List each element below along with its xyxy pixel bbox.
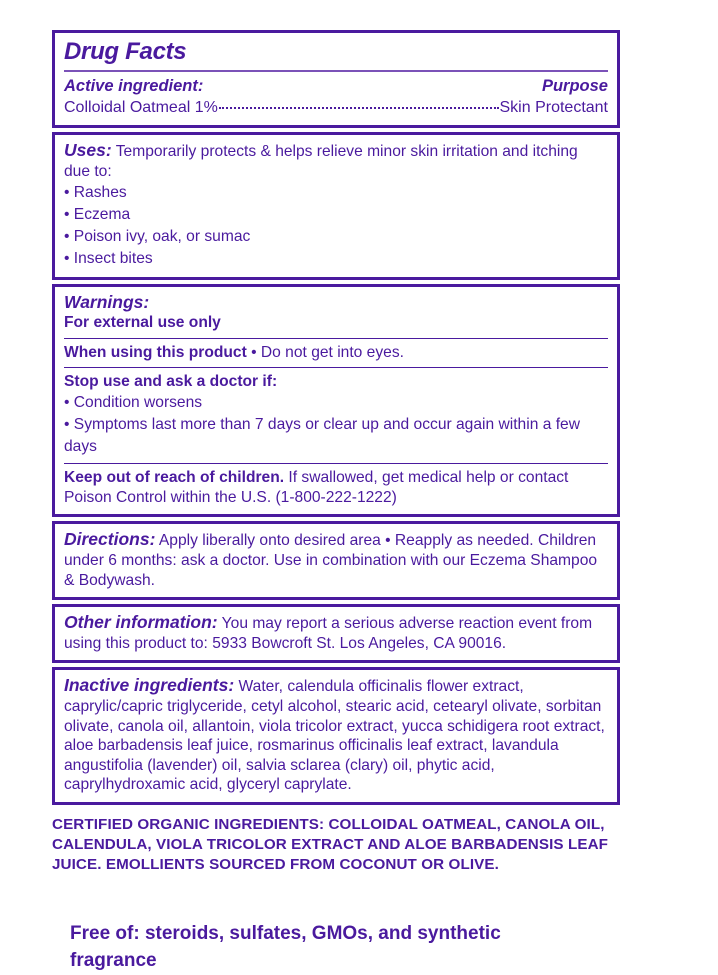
directions-section [52,521,620,600]
directions-text: Apply liberally onto desired area • Reapply as needed. Children under 6 months: ask a doctor. Use in combination with our Eczema Shampoo & Bodywash. [64,532,598,589]
uses-item: • Eczema [64,205,131,223]
external-use-text: For external use only [64,314,221,332]
warnings-divider [64,367,608,368]
warnings-heading: Warnings: [64,292,150,313]
uses-heading: Uses: [64,140,112,161]
other-information-section [52,604,620,663]
other-information-line [64,612,608,653]
uses-item: • Insect bites [64,250,153,268]
uses-item: • Poison ivy, oak, or sumac [64,227,251,245]
stop-use-label: Stop use and ask a doctor if: [64,373,278,391]
header-section [52,30,620,128]
stop-use-item: • Condition worsens [64,393,203,411]
inactive-ingredients-line [64,675,608,794]
when-using-line [64,343,608,362]
active-ingredient-headings [64,76,608,97]
directions-heading: Directions: [64,529,156,550]
active-ingredient-heading: Active ingredient: [64,76,204,95]
directions-line [64,529,608,590]
active-ingredient-row [64,98,608,119]
warnings-divider [64,338,608,339]
inactive-ingredients-heading: Inactive ingredients: [64,675,235,696]
keep-out-line [64,468,608,507]
uses-section [52,132,620,280]
dotted-leader [219,107,499,109]
keep-out-label: Keep out of reach of children. [64,469,285,487]
other-information-text: You may report a serious adverse reaction event from using this product to: 5933 Bowcroft St. Los Angeles, CA 90016. [64,615,593,652]
page-title: Drug Facts [64,38,187,65]
inactive-ingredients-section [52,667,620,804]
uses-text: Temporarily protects & helps relieve minor skin irritation and itching due to: [64,143,578,181]
certified-organic-text: CERTIFIED ORGANIC INGREDIENTS: COLLOIDAL OATMEAL, CANOLA OIL, CALENDULA, VIOLA TRICOLOR EXTRACT AND ALOE BARBADENSIS LEAF JUICE. EMOLLIENTS SOURCED FROM COCONUT OR OLIVE. [52,815,609,874]
uses-line [64,140,608,181]
other-information-heading: Other information: [64,612,218,633]
when-using-label: When using this product [64,343,247,361]
when-using-text: • Do not get into eyes. [251,343,404,361]
keep-out-text: If swallowed, get medical help or contact Poison Control within the U.S. (1-800-222-1222) [64,469,569,506]
drug-facts-panel [52,30,620,805]
title-divider [64,70,608,72]
purpose-value: Skin Protectant [499,98,608,116]
inactive-ingredients-text: Water, calendula officinalis flower extract, caprylic/capric triglyceride, cetyl alcohol, stearic acid, cetearyl olivate, sorbitan olivate, canola oil, allantoin, viola tricolor extract, yucca schidigera root extract, aloe barbadensis leaf juice, rosmarinus officinalis leaf extract, lavandula angustifolia (lavender) oil, salvia sclarea (clary) oil, phytic acid, caprylhydroxamic acid, glyceryl caprylate. [64,678,605,794]
purpose-heading: Purpose [541,76,608,95]
warnings-section [52,284,620,517]
uses-item: • Rashes [64,183,127,201]
active-ingredient-value: Colloidal Oatmeal 1% [64,98,218,116]
stop-use-item: • Symptoms last more than 7 days or clear up and occur again within a few days [64,415,580,456]
free-of-text: Free of: steroids, sulfates, GMOs, and synthetic fragrance [70,923,501,972]
warnings-divider [64,463,608,464]
